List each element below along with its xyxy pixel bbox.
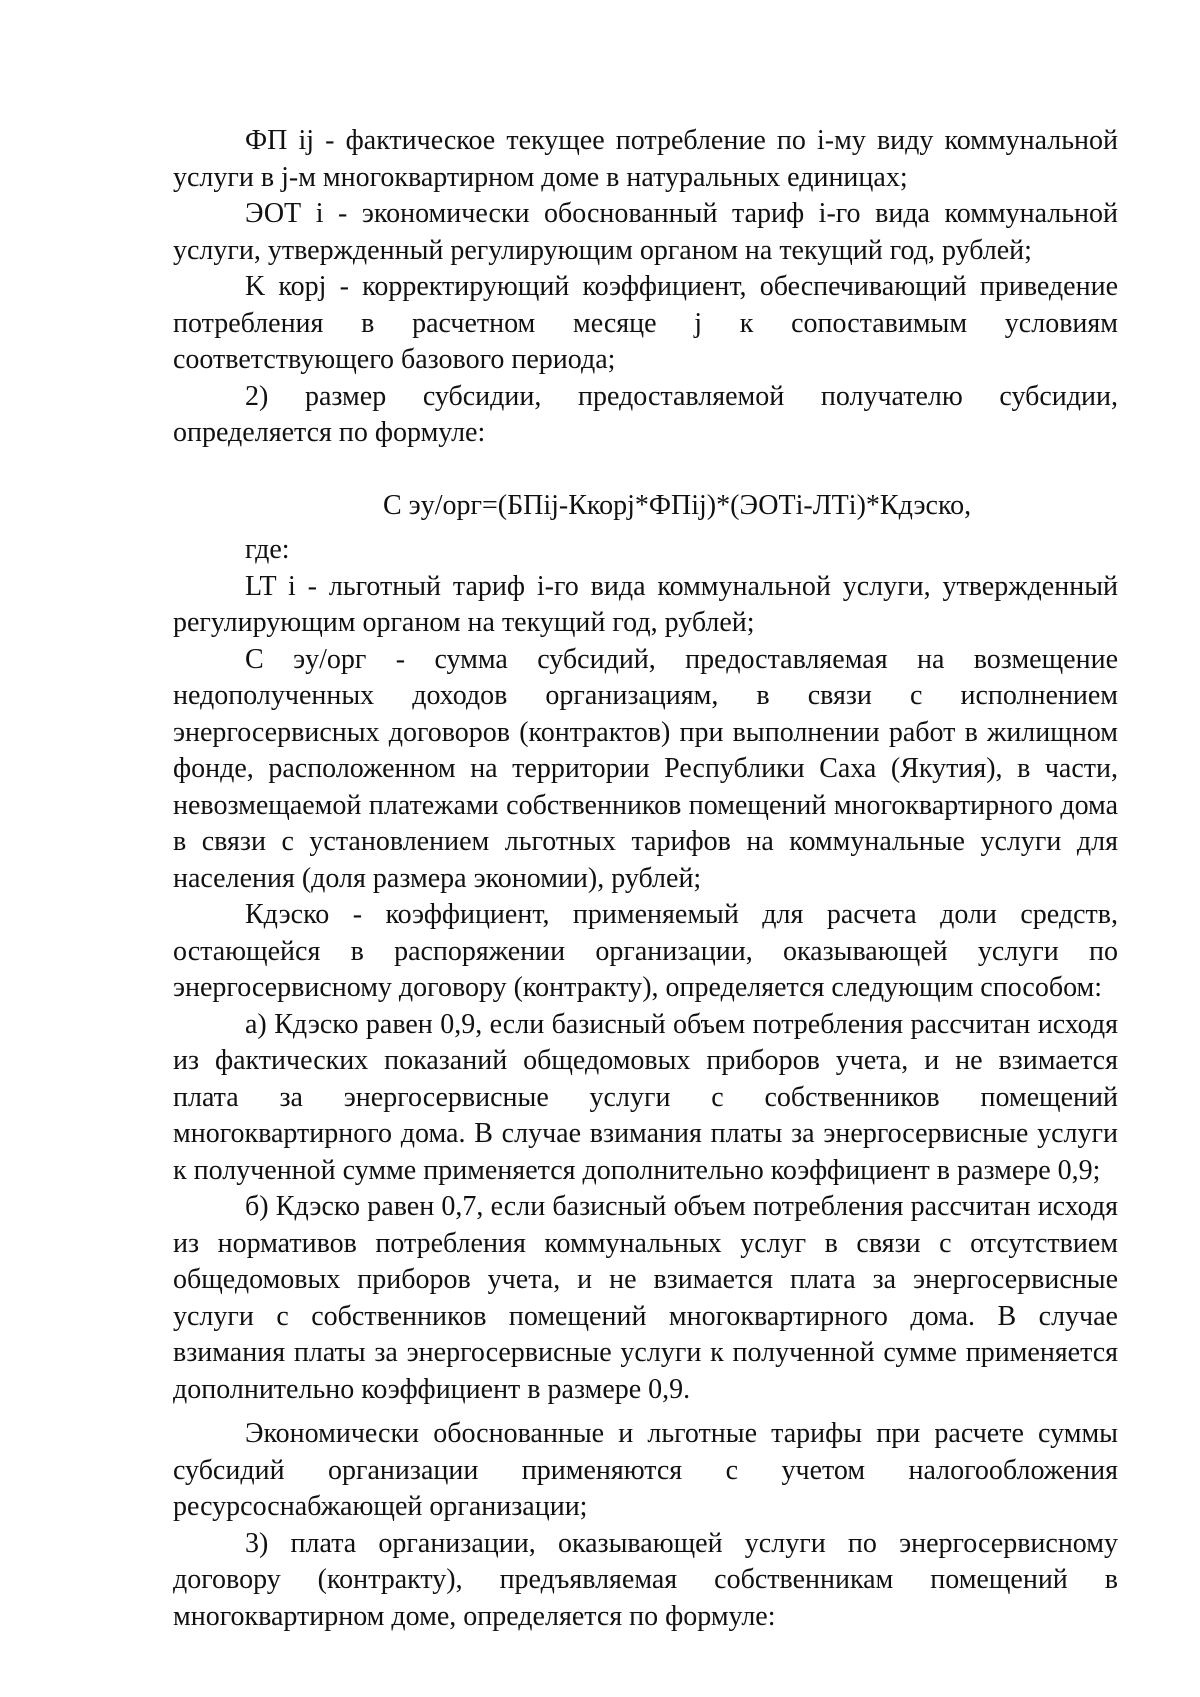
paragraph-kkor-definition: K корj - корректирующий коэффициент, обеспечивающий приведение потребления в расчетном месяце j к сопоставимым условиям соответствующего базового периода;	[173, 271, 1118, 375]
subsidy-formula: С эу/орг=(БПij-Ккорj*ФПij)*(ЭОТi-ЛТi)*Кдэско,	[383, 489, 972, 521]
paragraph-subsidy-size: 2) размер субсидии, предоставляемой получателю субсидии, определяется по формуле:	[173, 380, 1118, 448]
definition-kdesko-a: а) Кдэско равен 0,9, если базисный объем потребления рассчитан исходя из фактических показаний общедомовых приборов учета, и не взимается плата за энергосервисные услуги с собственников помещений многоквартирного дома. В случае взимания платы за энергосервисные услуги к полученной сумме применяется дополнительно коэффициент в размере 0,9;	[173, 1008, 1118, 1186]
paragraph-payment-formula: 3) плата организации, оказывающей услуги по энергосервисному договору (контракту), предъявляемая собственникам помещений в многоквартирном доме, определяется по формуле:	[173, 1527, 1118, 1632]
document-page	[173, 123, 1118, 1635]
where-label: где:	[245, 534, 290, 565]
definition-lt: LT i - льготный тариф i-го вида коммунальной услуги, утвержденный регулирующим органом на текущий год, рублей;	[173, 570, 1118, 638]
definition-kdesko-b: б) Кдэско равен 0,7, если базисный объем потребления рассчитан исходя из нормативов потребления коммунальных услуг в связи с отсутствием общедомовых приборов учета, и не взимается плата за энергосервисные услуги с собственников помещений многоквартирного дома. В случае взимания платы за энергосервисные услуги к полученной сумме применяется дополнительно коэффициент в размере 0,9.	[173, 1191, 1118, 1405]
definition-kdesko: Кдэско - коэффициент, применяемый для расчета доли средств, остающейся в распоряжении организации, оказывающей услуги по энергосервисному договору (контракту), определяется следующим способом:	[173, 899, 1118, 1003]
definition-s-eu-org: С эу/орг - сумма субсидий, предоставляемая на возмещение недополученных доходов организациям, в связи с исполнением энергосервисных договоров (контрактов) при выполнении работ в жилищном фонде, расположенном на территории Республики Саха (Якутия), в части, невозмещаемой платежами собственников помещений многоквартирного дома в связи с установлением льготных тарифов на коммунальные услуги для населения (доля размера экономии), рублей;	[173, 643, 1118, 894]
paragraph-eot-definition: ЭОТ i - экономически обоснованный тариф i-го вида коммунальной услуги, утвержденный регулирующим органом на текущий год, рублей;	[173, 198, 1118, 266]
paragraph-tariffs-taxation: Экономически обоснованные и льготные тарифы при расчете суммы субсидий организации применяются с учетом налогообложения ресурсоснабжающей организации;	[173, 1418, 1118, 1522]
paragraph-fp-definition: ФП ij - фактическое текущее потребление по i-му виду коммунальной услуги в j-м многоквартирном доме в натуральных единицах;	[173, 125, 1118, 193]
